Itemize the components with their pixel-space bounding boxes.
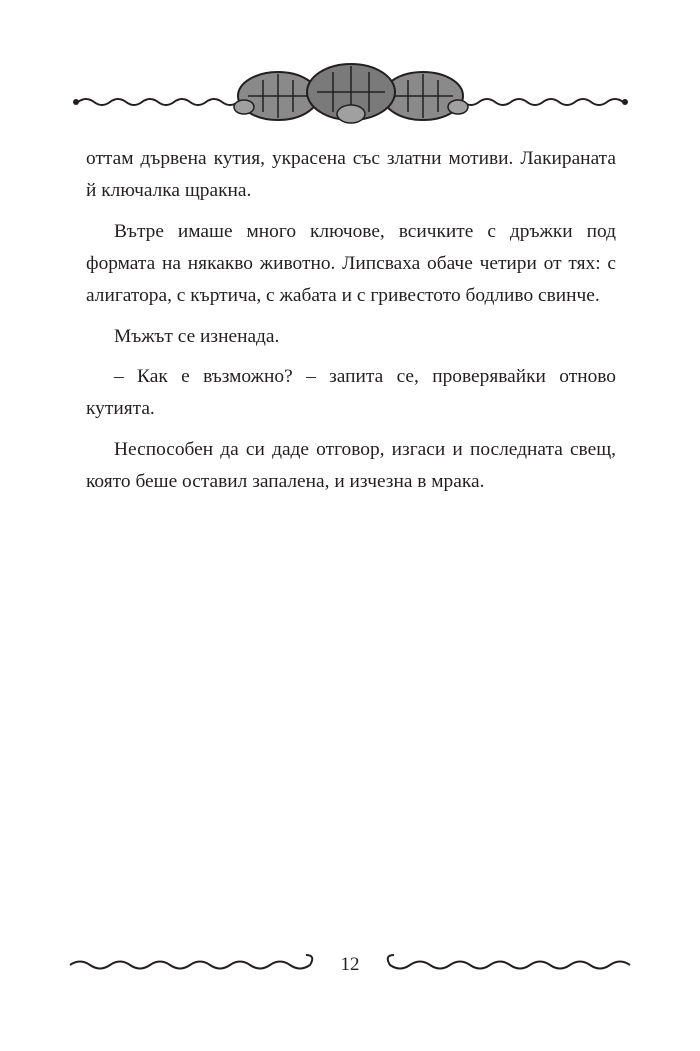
turtles-ornament-icon xyxy=(68,62,633,132)
paragraph: – Как е възможно? – запита се, проверявайки отново кутията. xyxy=(86,366,616,420)
paragraph: Мъжът се изненада. xyxy=(114,325,280,347)
page-number: 12 xyxy=(340,954,360,975)
paragraph: оттам дървена кутия, украсена със златни мотиви. Лакираната й ключалка щракна. xyxy=(86,148,616,202)
chapter-text xyxy=(86,143,616,507)
paragraph: Вътре имаше много ключове, всичките с дръжки под формата на някакво животно. Липсваха обаче четири от тях: с алигатора, с къртича, с жабата и с гривестото бодливо свинче. xyxy=(86,220,616,306)
paragraph: Неспособен да си даде отговор, изгаси и последната свещ, която беше оставил запалена, и изчезна в мрака. xyxy=(86,439,616,493)
